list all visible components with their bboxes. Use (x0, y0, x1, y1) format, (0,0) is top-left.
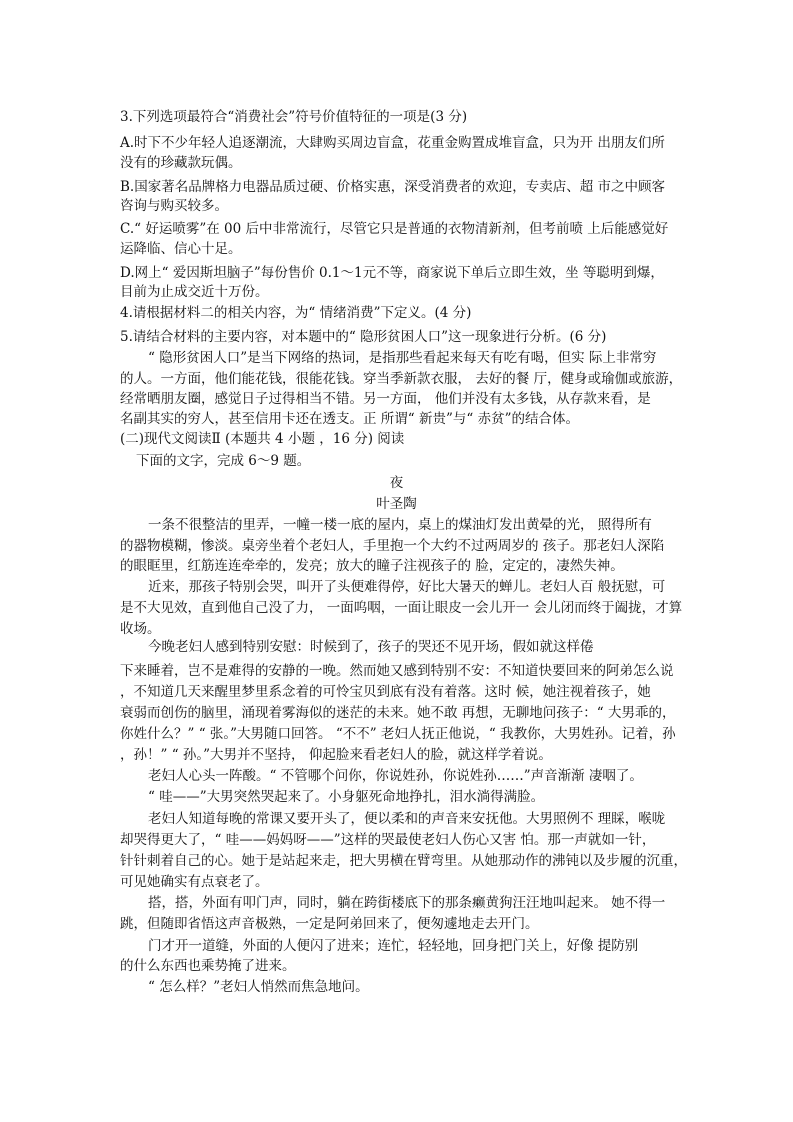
essay-line: 针针刺着自己的心。她于是站起来走，把大男横在臂弯里。从她那动作的沸钝以及步履的沉重， (120, 853, 687, 869)
essay-line: 近来，那孩子特别会哭，叫开了头便难得停，好比大暑天的蝉儿。老妇人百 般抚慰，可 (148, 579, 666, 595)
material-line-2: 的人。一方面，他们能花钱，很能花钱。穿当季新款衣服， 去好的餐 厅，健身或瑜伽或旅游， (120, 371, 683, 387)
essay-line: 搭，搭，外面有叩门声，同时，躺在跨街楼底下的那条癞黄狗汪汪地叫起来。 她不得一 (148, 895, 666, 911)
question-3: 3.下列选项最符合“消费社会”符号价值特征的一项是(3 分) (120, 109, 468, 125)
material-line-1: “ 隐形贫困人口”是当下网络的热词，是指那些看起来每天有吃有喝，但实 际上非常穷 (148, 350, 657, 366)
essay-line: 一条不很整洁的里弄，一幢一楼一底的屋内，桌上的煤油灯发出黄晕的光， 照得所有 (148, 517, 652, 533)
essay-line: 衰弱而创伤的脑里，涌现着雾海似的迷茫的未来。她不敢 再想，无聊地问孩子：“ 大男乖的， (120, 705, 676, 721)
option-d-line-1: D.网上“ 爱因斯坦脑子”每份售价 0.1～1元不等，商家说下单后立即生效，坐 等聪明到爆， (120, 265, 664, 281)
essay-line: 跳，但随即省悟这声音极熟，一定是阿弟回来了，便匆遽地走去开门。 (120, 916, 539, 932)
material-line-4: 名副其实的穷人，甚至信用卡还在透支。正 所谓“ 新贵”与“ 赤贫”的结合体。 (120, 411, 579, 427)
essay-line: “ 哇——”大男突然哭起来了。小身躯死命地挣扎，泪水淌得满脸。 (148, 789, 545, 805)
essay-line: 老妇人知道每晚的常课又要开头了，便以柔和的声音来安抚他。大男照例不 理睬，喉咙 (148, 811, 666, 827)
essay-line: ，不知道几天来醒里梦里系念着的可怜宝贝到底有没有着落。这时 候，她注视着孩子，她 (120, 684, 651, 700)
option-a-line-2: 没有的珍藏款玩偶。 (120, 155, 242, 171)
section-instruction: 下面的文字，完成 6～9 题。 (136, 453, 311, 469)
question-5: 5.请结合材料的主要内容，对本题中的“ 隐形贫困人口”这一现象进行分析。(6 分) (120, 329, 607, 345)
option-c-line-2: 运降临、信心十足。 (120, 241, 242, 257)
essay-author: 叶圣陶 (376, 496, 417, 512)
essay-line: 下来睡着，岂不是难得的安静的一晚。然而她又感到特别不安：不知道快要回来的阿弟怎么说 (120, 663, 674, 679)
essay-line: 的器物模糊，惨淡。桌旁坐着个老妇人，手里抱一个大约不过两周岁的 孩子。那老妇人深陷 (120, 538, 665, 554)
essay-line: 门才开一道缝，外面的人便闪了进来；连忙，轻轻地，回身把门关上，好像 提防别 (148, 938, 639, 954)
essay-title: 夜 (389, 475, 404, 491)
essay-line: 今晚老妇人感到特别安慰：时候到了，孩子的哭还不见开场，假如就这样倦 (148, 639, 594, 655)
material-line-3: 经常晒朋友圈，感觉日子过得相当不错。另一方面， 他们并没有太多钱，从存款来看，是 (120, 391, 651, 407)
essay-line: 却哭得更大了，“ 哇——妈妈呀——”这样的哭最使老妇人伤心又害 怕。那一声就如一针， (120, 832, 656, 848)
essay-line: 你姓什么？” “ 张。”大男随口回答。 “不不” 老妇人抚正他说，“ 我教你，大男姓孙。记着，孙 (120, 726, 676, 742)
option-c-line-1: C.“ 好运喷雾”在 00 后中非常流行，尽管它只是普通的衣物清新剂，但考前喷 上后能感觉好 (120, 221, 669, 237)
section-heading: (二)现代文阅读Ⅱ (本题共 4 小题 ，16 分) 阅读 (120, 431, 405, 447)
option-a-line-1: A.时下不少年轻人追逐潮流，大肆购买周边盲盒，花重金购置成堆盲盒，只为开 出朋友们所 (120, 135, 665, 151)
question-4: 4.请根据材料二的相关内容，为“ 情绪消费”下定义。(4 分) (120, 305, 472, 321)
essay-line: 的什么东西也乘势掩了进来。 (120, 958, 296, 974)
essay-line: 收场。 (120, 621, 161, 637)
option-d-line-2: 目前为止成交近十万份。 (120, 284, 269, 300)
essay-line: 的眼眶里，红筋连连牵牵的，发亮；放大的瞳子注视孩子的 脸，定定的，凄然失神。 (120, 558, 624, 574)
option-b-line-2: 咨询与购买较多。 (120, 198, 228, 214)
essay-line: 老妇人心头一阵酸。“ 不管哪个问你，你说姓孙，你说姓孙……”声音渐渐 凄咽了。 (148, 768, 643, 784)
essay-line: 是不大见效，直到他自己没了力， 一面呜咽，一面让眼皮一会儿开一 会儿闭而终于阖拢，才算 (120, 600, 683, 616)
essay-line: ，孙！” “ 孙。”大男并不坚持， 仰起脸来看老妇人的脸，就这样学着说。 (120, 747, 552, 763)
essay-line: 可见她确实有点衰老了。 (120, 874, 269, 890)
essay-line: “ 怎么样？”老妇人悄然而焦急地问。 (148, 979, 369, 995)
option-b-line-1: B.国家著名品牌格力电器品质过硬、价格实惠，深受消费者的欢迎，专卖店、超 市之中顾客 (120, 179, 666, 195)
